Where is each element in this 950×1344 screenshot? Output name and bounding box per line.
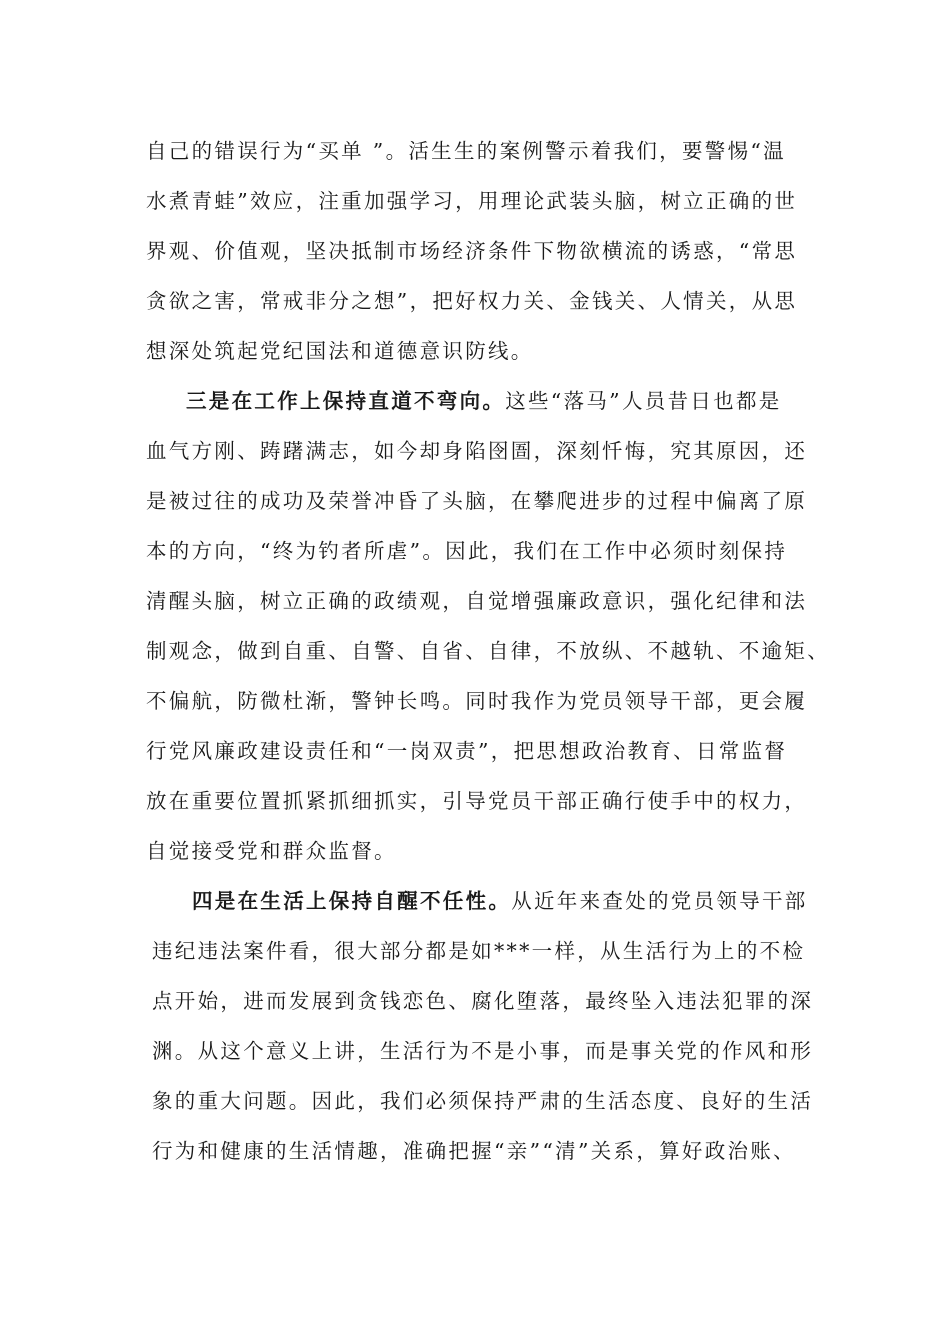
paragraph-heading: 四是在生活上保持自醒不任性。 [192, 889, 512, 913]
paragraph-line: 不偏航，防微杜渐，警钟长鸣。同时我作为党员领导干部，更会履 [146, 689, 808, 713]
paragraph-line: 贪欲之害，常戒非分之想”，把好权力关、金钱关、人情关，从思 [146, 289, 798, 313]
paragraph-first-line [192, 886, 808, 916]
paragraph-line: 渊。从这个意义上讲，生活行为不是小事，而是事关党的作风和形 [152, 1039, 814, 1063]
paragraph-line: 象的重大问题。因此，我们必须保持严肃的生活态度、良好的生活 [152, 1089, 814, 1113]
paragraph-line: 自己的错误行为“买单 ”。活生生的案例警示着我们，要警惕“温 [146, 139, 786, 163]
paragraph-line-rest: 从近年来查处的党员领导干部 [511, 889, 808, 913]
paragraph-line: 自觉接受党和群众监督。 [146, 839, 397, 863]
paragraph-line: 是被过往的成功及荣誉冲昏了头脑，在攀爬进步的过程中偏离了原 [146, 489, 808, 513]
paragraph-line: 制观念，做到自重、自警、自省、自律，不放纵、不越轨、不逾矩、 [146, 639, 830, 663]
paragraph-line: 清醒头脑，树立正确的政绩观，自觉增强廉政意识，强化纪律和法 [146, 589, 808, 613]
paragraph-line: 点开始，进而发展到贪钱恋色、腐化堕落，最终坠入违法犯罪的深 [152, 989, 814, 1013]
paragraph-line: 界观、价值观，坚决抵制市场经济条件下物欲横流的诱惑，“常思 [146, 239, 798, 263]
paragraph-line: 违纪违法案件看，很大部分都是如***一样，从生活行为上的不检 [152, 939, 806, 963]
paragraph-line: 本的方向，“终为钓者所虐”。因此，我们在工作中必须时刻保持 [146, 539, 788, 563]
paragraph-line-rest: 这些“落马”人员昔日也都是 [505, 389, 782, 413]
paragraph-line: 行为和健康的生活情趣，准确把握“亲”“清”关系，算好政治账、 [152, 1139, 796, 1163]
paragraph-line: 想深处筑起党纪国法和道德意识防线。 [146, 339, 534, 363]
paragraph-line: 行党风廉政建设责任和“一岗双责”，把思想政治教育、日常监督 [146, 739, 788, 763]
paragraph-line: 血气方刚、踌躇满志，如今却身陷囹圄，深刻忏悔，究其原因，还 [146, 439, 808, 463]
paragraph-line: 水煮青蛙”效应，注重加强学习，用理论武装头脑，树立正确的世 [146, 189, 798, 213]
paragraph-first-line [186, 386, 782, 416]
paragraph-heading: 三是在工作上保持直道不弯向。 [186, 389, 506, 413]
paragraph-line: 放在重要位置抓紧抓细抓实，引导党员干部正确行使手中的权力， [146, 789, 808, 813]
